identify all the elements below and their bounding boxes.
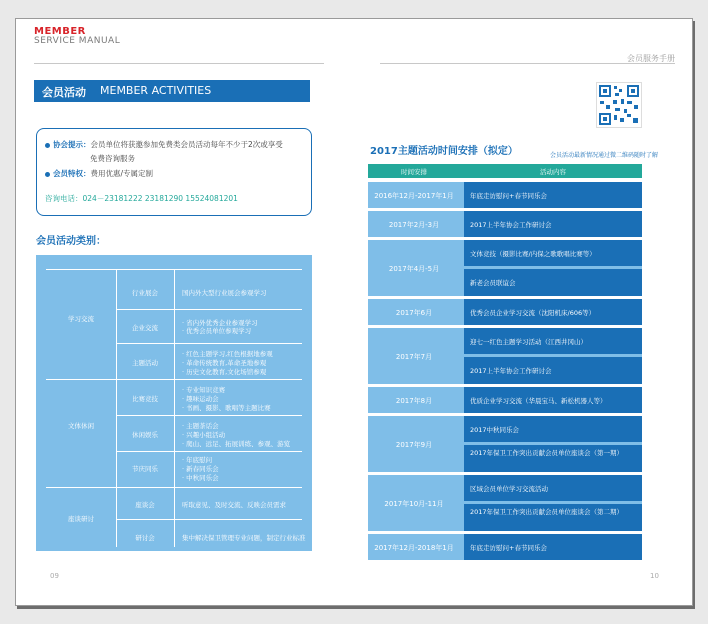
- schedule-activity: 年底走访慰问+春节同乐会: [470, 192, 547, 200]
- schedule-row: [368, 475, 642, 531]
- schedule-activity: 2017年保卫工作突出贡献会员单位座谈会（第二期）: [470, 508, 624, 516]
- schedule-activity-cell: [464, 534, 642, 560]
- schedule-date: 2017年9月: [395, 441, 433, 449]
- schedule-activity: 优质企业学习交流（华晨宝马、新松机器人等）: [470, 397, 607, 405]
- categories-table: [36, 255, 312, 551]
- schedule-row: [368, 182, 642, 208]
- category-desc: 听取意见、及时交流、反映会员需求: [182, 501, 286, 509]
- page-number-right: 10: [650, 572, 659, 580]
- schedule-activity: 迎七一红色主题学习活动（江西井冈山）: [470, 338, 587, 346]
- schedule-row: [368, 534, 642, 560]
- schedule-activity-cell: [464, 328, 642, 354]
- schedule-row: [368, 387, 642, 413]
- schedule-activity: 2017上半年协会工作研讨会: [470, 221, 552, 229]
- schedule-row: [368, 299, 642, 325]
- bullet-icon: [45, 172, 50, 177]
- row-divider: [116, 343, 302, 344]
- schedule-row: [368, 240, 642, 296]
- schedule-activity: 2017上半年协会工作研讨会: [470, 367, 552, 375]
- notice-phone: 咨询电话：024－23181222 23181290 15524081201: [45, 194, 238, 203]
- category-desc: · 新春同乐会: [182, 465, 219, 473]
- row-divider: [116, 309, 302, 310]
- category-desc: · 红色主题学习,红色根据地参观: [182, 350, 273, 358]
- header-content: 活动内容: [540, 168, 566, 176]
- schedule-date: 2017年8月: [395, 397, 433, 405]
- schedule-activity-cell: [464, 269, 642, 296]
- category-desc: · 历史文化教育,文化场馆参观: [182, 368, 267, 376]
- category-name: 节庆同乐: [132, 465, 158, 473]
- row-divider: [46, 487, 302, 488]
- group-label: 座谈研讨: [68, 515, 94, 523]
- schedule-activity-cell: [464, 504, 642, 531]
- schedule-date: 2017年6月: [395, 309, 433, 317]
- schedule-date: 2017年12月-2018年1月: [374, 544, 454, 552]
- category-desc: · 革命传统教育,革命圣地参观: [182, 359, 267, 367]
- category-desc: · 主题茶话会: [182, 422, 219, 430]
- section-banner: [34, 80, 310, 102]
- page-number-left: 09: [50, 572, 59, 580]
- category-name: 主题活动: [132, 359, 158, 367]
- categories-title: 会员活动类别：: [36, 236, 106, 247]
- category-name: 座谈会: [135, 501, 155, 509]
- row-divider: [46, 379, 302, 380]
- schedule-activity-cell: [464, 240, 642, 266]
- row-divider: [116, 415, 302, 416]
- category-desc: · 兴趣小组活动: [182, 431, 226, 439]
- notice-tip: 协会提示：会员单位将获邀参加免费类会员活动每年不少于2次或享受: [45, 139, 283, 150]
- category-name: 研讨会: [135, 534, 155, 542]
- schedule-date: 2017年4月-5月: [388, 265, 440, 273]
- category-name: 休闲娱乐: [132, 431, 158, 439]
- schedule-date: 2017年7月: [395, 353, 433, 361]
- schedule-header-row: [368, 164, 642, 178]
- schedule-activity-cell: [464, 211, 642, 237]
- schedule-date: 2017年2月-3月: [388, 221, 440, 229]
- schedule-activity: 优秀会员企业学习交流（沈阳机床/606等）: [470, 309, 596, 317]
- category-desc: 国内外大型行业展会参观学习: [182, 289, 267, 297]
- header-divider-left: [34, 63, 324, 64]
- qr-caption: 会员活动最新情况通过微二维码随时了解: [550, 152, 659, 159]
- header-time: 时间安排: [401, 168, 427, 176]
- schedule-activity: 区域会员单位学习交流活动: [470, 485, 548, 493]
- category-desc: · 年底慰问: [182, 456, 213, 464]
- schedule-activity-cell: [464, 445, 642, 472]
- schedule-activity: 新老会员联谊会: [470, 279, 516, 287]
- category-name: 企业交流: [132, 324, 158, 332]
- schedule-activity: 年底走访慰问+春节同乐会: [470, 544, 547, 552]
- row-divider: [116, 519, 302, 520]
- category-desc: · 书画、摄影、歌唱等主题比赛: [182, 404, 271, 412]
- notice-box: [36, 128, 312, 216]
- category-desc: · 爬山、远足、拓展训练、参观、游览: [182, 440, 291, 448]
- category-name: 行业展会: [132, 289, 158, 297]
- schedule-title: 2017主题活动时间安排（拟定）: [370, 146, 518, 157]
- qr-code-icon: [596, 82, 642, 128]
- schedule-activity-cell: [464, 475, 642, 501]
- schedule-activity: 文体竞技（摄影比赛/内保之歌歌唱比赛等）: [470, 250, 596, 258]
- category-desc: · 专业知识竞赛: [182, 386, 226, 394]
- banner-title-en: MEMBER ACTIVITIES: [100, 84, 212, 97]
- notice-tip-cont: 免费咨询服务: [90, 154, 135, 163]
- category-name: 比赛竞技: [132, 395, 158, 403]
- category-desc: 集中解决保卫管理专业问题，制定行业标准: [182, 534, 306, 542]
- row-divider: [116, 451, 302, 452]
- schedule-activity-cell: [464, 416, 642, 442]
- schedule-activity-cell: [464, 182, 642, 208]
- group-label: 学习交流: [68, 315, 94, 323]
- schedule-activity-cell: [464, 387, 642, 413]
- category-desc: · 趣味运动会: [182, 395, 219, 403]
- schedule-activity-cell: [464, 299, 642, 325]
- category-desc: · 中秋同乐会: [182, 474, 219, 482]
- right-header-title: 会员服务手册: [627, 54, 675, 63]
- group-label: 文体休闲: [68, 422, 94, 430]
- logo-service-manual: SERVICE MANUAL: [34, 36, 121, 46]
- category-desc: · 省内外优秀企业参观学习: [182, 319, 258, 327]
- schedule-row: [368, 416, 642, 472]
- col-divider: [174, 269, 175, 547]
- schedule-activity-cell: [464, 357, 642, 384]
- schedule-row: [368, 211, 642, 237]
- notice-privilege: 会员特权：费用优惠/专属定制: [45, 168, 153, 179]
- schedule-date: 2017年10月-11月: [384, 500, 444, 508]
- category-desc: · 优秀会员单位参观学习: [182, 327, 252, 335]
- schedule-row: [368, 328, 642, 384]
- bullet-icon: [45, 143, 50, 148]
- schedule-activity: 2017年保卫工作突出贡献会员单位座谈会（第一期）: [470, 449, 624, 457]
- logo-member: MEMBER: [34, 26, 86, 37]
- row-divider: [46, 269, 302, 270]
- schedule-activity: 2017中秋同乐会: [470, 426, 520, 434]
- banner-title-cn: 会员活动: [42, 86, 86, 99]
- schedule-date: 2016年12月-2017年1月: [374, 192, 454, 200]
